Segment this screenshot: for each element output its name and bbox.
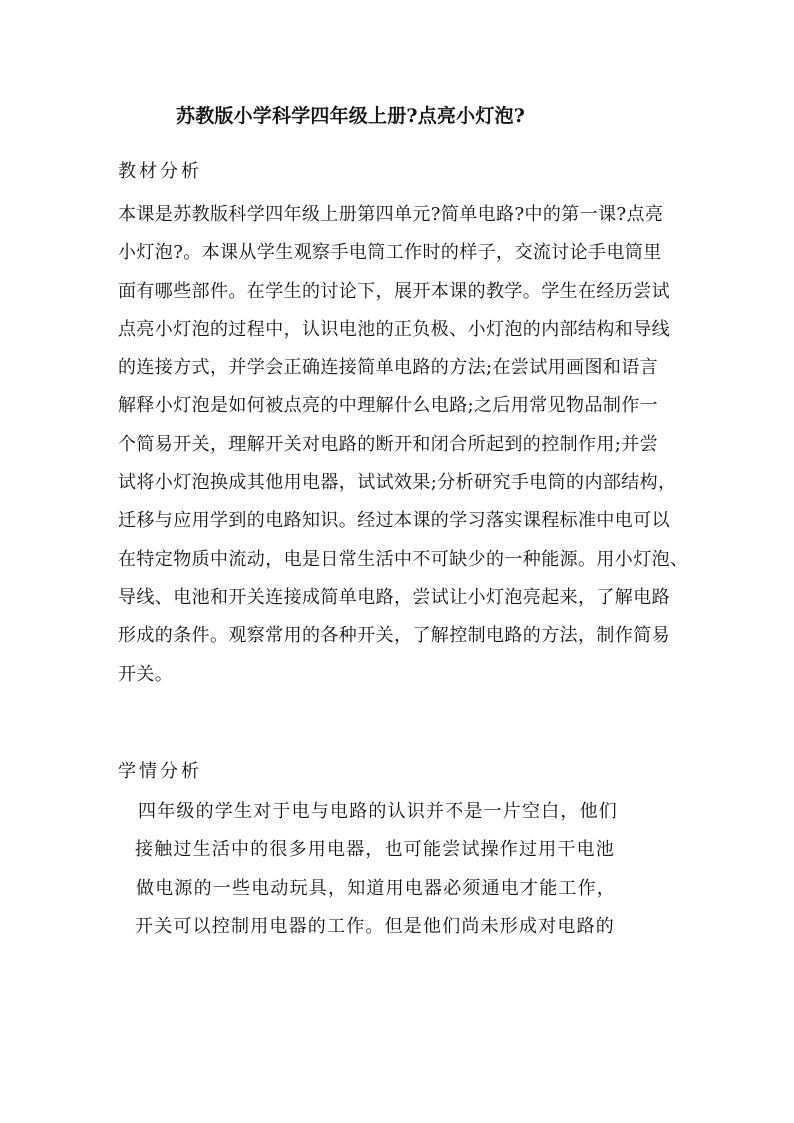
paragraph-line: 四年级的学生对于电与电路的认识并不是一片空白，他们: [138, 801, 618, 822]
paragraph-line: 个简易开关，理解开关对电路的断开和闭合所起到的控制作用;并尝: [118, 433, 659, 455]
paragraph-line: 本课是苏教版科学四年级上册第四单元?简单电路?中的第一课?点亮: [118, 204, 664, 225]
paragraph-line: 点亮小灯泡的过程中，认识电池的正负极、小灯泡的内部结构和导线: [118, 318, 670, 340]
paragraph-line: 的连接方式，并学会正确连接简单电路的方法;在尝试用画图和语言: [118, 357, 659, 379]
paragraph-line: 做电源的一些电动玩具，知道用电器必须通电才能工作，: [136, 877, 616, 899]
paragraph-line: 迁移与应用学到的电路知识。经过本课的学习落实课程标准中电可以: [118, 510, 670, 532]
paragraph-line: 试将小灯泡换成其他用电器，试试效果;分析研究手电筒的内部结构，: [118, 472, 677, 494]
learner-analysis-paragraph: [120, 793, 680, 946]
section-heading-learner-analysis: 学情分析: [118, 761, 202, 782]
document-title: 苏教版小学科学四年级上册?点亮小灯泡?: [176, 105, 526, 127]
paragraph-line: 小灯泡?。本课从学生观察手电筒工作时的样子，交流讨论手电筒里: [118, 242, 662, 264]
paragraph-line: 解释小灯泡是如何被点亮的中理解什么电路;之后用常见物品制作一: [118, 395, 659, 417]
section-heading-textbook-analysis: 教材分析: [118, 161, 202, 182]
paragraph-line: 在特定物质中流动，电是日常生活中不可缺少的一种能源。用小灯泡、: [118, 548, 689, 570]
paragraph-line: 开关。: [118, 663, 174, 685]
paragraph-line: 导线、电池和开关连接成简单电路，尝试让小灯泡亮起来，了解电路: [118, 586, 670, 608]
paragraph-line: 面有哪些部件。在学生的讨论下，展开本课的教学。学生在经历尝试: [118, 280, 670, 302]
paragraph-line: 接触过生活中的很多用电器，也可能尝试操作过用干电池: [135, 839, 615, 861]
paragraph-line: 开关可以控制用电器的工作。但是他们尚未形成对电路的: [135, 915, 615, 937]
textbook-analysis-paragraph: [118, 196, 689, 694]
paragraph-line: 形成的条件。观察常用的各种开关，了解控制电路的方法，制作简易: [118, 625, 670, 647]
